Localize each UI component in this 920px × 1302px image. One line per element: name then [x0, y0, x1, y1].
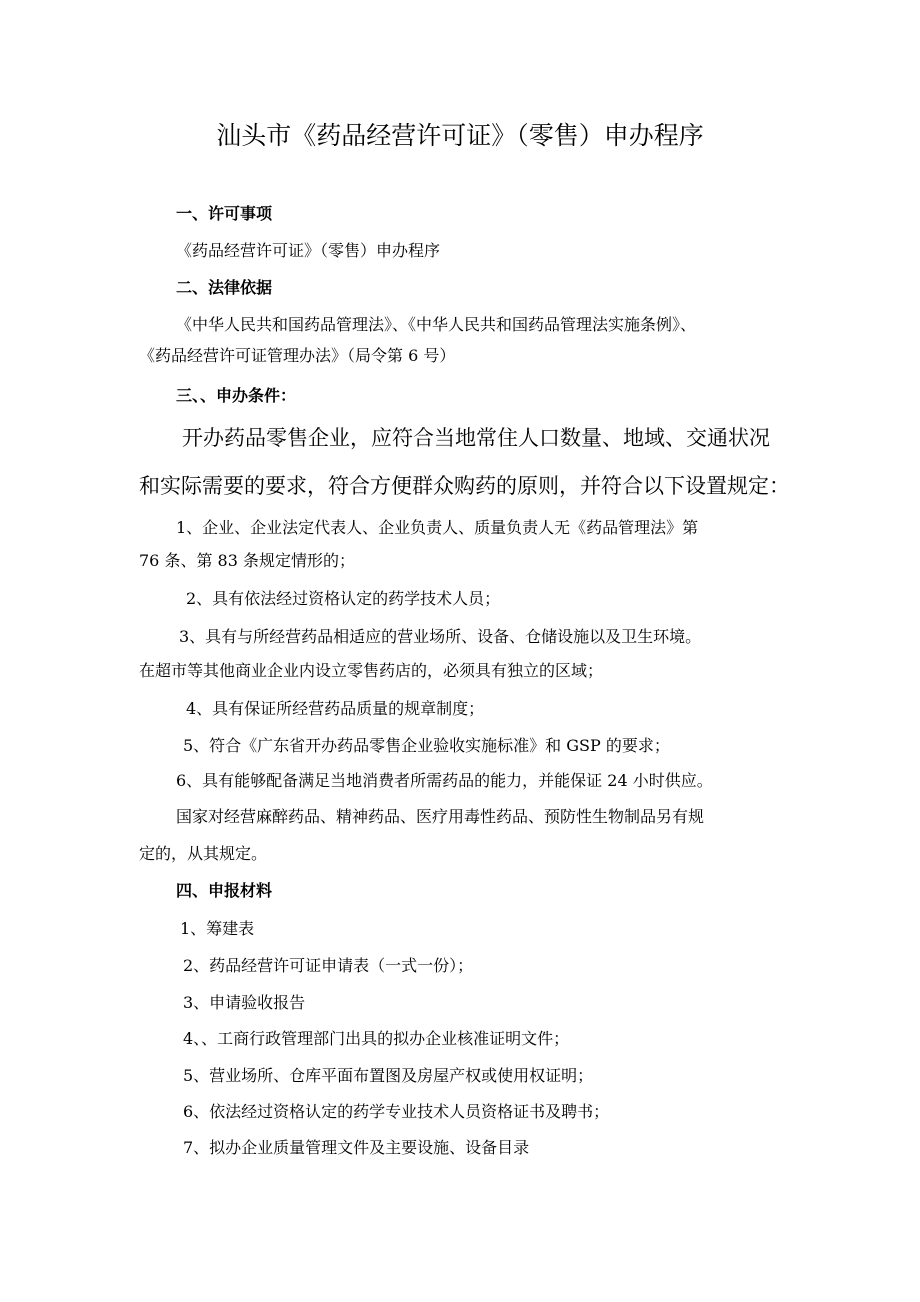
- condition-item: 1、企业、企业法定代表人、企业负责人、质量负责人无《药品管理法》第: [176, 518, 699, 537]
- condition-item: 5、符合《广东省开办药品零售企业验收实施标准》和 GSP 的要求；: [183, 736, 670, 755]
- section-heading-permit-item: 一、许可事项: [176, 204, 273, 223]
- condition-item: 6、具有能够配备满足当地消费者所需药品的能力，并能保证 24 小时供应。: [176, 771, 713, 790]
- condition-item: 4、具有保证所经营药品质量的规章制度；: [186, 699, 485, 718]
- section-heading-materials: 四、申报材料: [176, 881, 273, 900]
- legal-basis-line: 《药品经营许可证管理办法》（局令第 6 号）: [139, 346, 456, 365]
- permit-item-text: 《药品经营许可证》（零售）申办程序: [176, 241, 441, 260]
- material-item: 2、药品经营许可证申请表（一式一份）；: [183, 956, 474, 975]
- material-item: 6、依法经过资格认定的药学专业技术人员资格证书及聘书；: [183, 1102, 610, 1121]
- material-item: 5、营业场所、仓库平面布置图及房屋产权或使用权证明；: [183, 1066, 594, 1085]
- material-item: 7、拟办企业质量管理文件及主要设施、设备目录: [183, 1138, 530, 1157]
- conditions-note-line: 国家对经营麻醉药品、精神药品、医疗用毒性药品、预防性生物制品另有规: [176, 807, 705, 826]
- condition-item: 2、具有依法经过资格认定的药学技术人员；: [186, 589, 501, 608]
- conditions-intro-line: 开办药品零售企业，应符合当地常住人口数量、地域、交通状况: [182, 426, 770, 450]
- legal-basis-line: 《中华人民共和国药品管理法》、《中华人民共和国药品管理法实施条例》、: [176, 315, 697, 334]
- material-item: 1、筹建表: [180, 919, 255, 938]
- condition-item: 76 条、第 83 条规定情形的；: [139, 551, 355, 570]
- conditions-intro-line: 和实际需要的要求，符合方便群众购药的原则，并符合以下设置规定：: [139, 474, 790, 498]
- material-item: 4、、工商行政管理部门出具的拟办企业核准证明文件；: [183, 1029, 570, 1048]
- material-item: 3、申请验收报告: [183, 993, 306, 1012]
- section-heading-conditions: 三、、申办条件：: [176, 386, 297, 405]
- conditions-note-line: 定的，从其规定。: [139, 844, 268, 863]
- condition-item: 在超市等其他商业企业内设立零售药店的，必须具有独立的区域；: [139, 661, 604, 680]
- condition-item: 3、具有与所经营药品相适应的营业场所、设备、仓储设施以及卫生环境。: [179, 627, 702, 646]
- section-heading-legal-basis: 二、法律依据: [176, 278, 273, 297]
- document-title: 汕头市《药品经营许可证》（零售）申办程序: [216, 121, 704, 150]
